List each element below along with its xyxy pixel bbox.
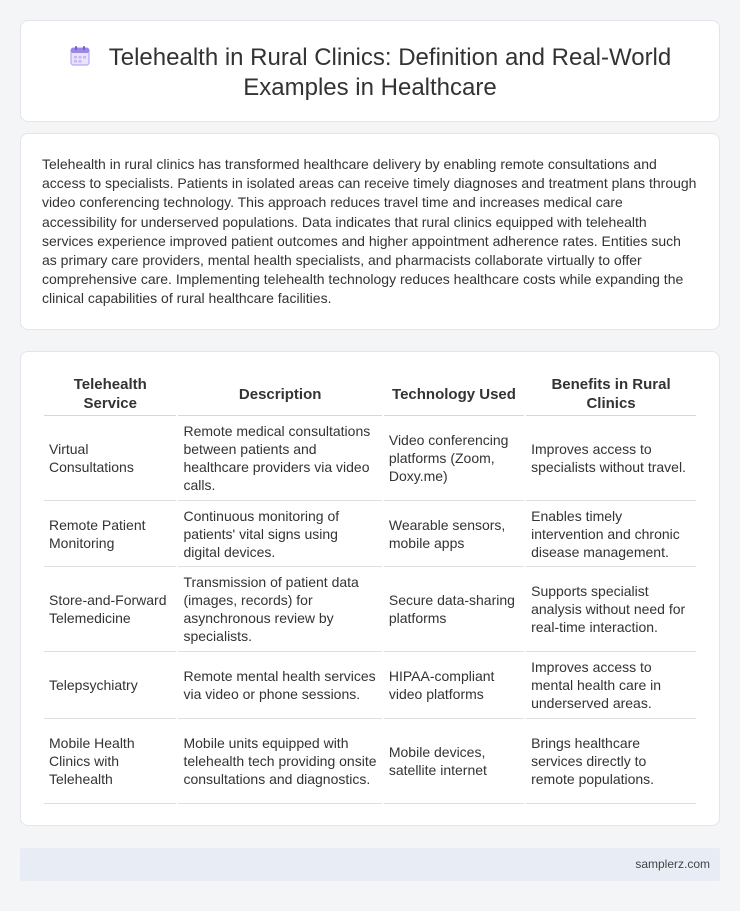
- cell-description: Remote mental health services via video or phone sessions.: [178, 652, 381, 719]
- cell-benefits: Improves access to specialists without travel.: [526, 416, 696, 501]
- cell-description: Transmission of patient data (images, records) for asynchronous review by specialists.: [178, 567, 381, 652]
- cell-benefits: Enables timely intervention and chronic disease management.: [526, 501, 696, 567]
- cell-service: Virtual Consultations: [44, 416, 176, 501]
- cell-benefits: Improves access to mental health care in underserved areas.: [526, 652, 696, 719]
- calendar-icon: [69, 45, 91, 67]
- table-row: [44, 652, 696, 719]
- footer-bar: [20, 848, 720, 881]
- cell-service: Store-and-Forward Telemedicine: [44, 567, 176, 652]
- cell-description: Continuous monitoring of patients' vital signs using digital devices.: [178, 501, 381, 567]
- header-technology: Technology Used: [384, 373, 524, 416]
- cell-technology: Mobile devices, satellite internet: [384, 719, 524, 804]
- footer-site-link[interactable]: samplerz.com: [635, 857, 710, 871]
- cell-description: Mobile units equipped with telehealth tech providing onsite consultations and diagnostics.: [178, 719, 381, 804]
- telehealth-table: [42, 373, 698, 804]
- cell-description: Remote medical consultations between patients and healthcare providers via video calls.: [178, 416, 381, 501]
- cell-technology: Video conferencing platforms (Zoom, Doxy.me): [384, 416, 524, 501]
- cell-technology: Wearable sensors, mobile apps: [384, 501, 524, 567]
- header-service: Telehealth Service: [44, 373, 176, 416]
- cell-technology: Secure data-sharing platforms: [384, 567, 524, 652]
- page-title: Telehealth in Rural Clinics: Definition and Real-World Examples in Healthcare: [108, 44, 672, 101]
- summary-text: Telehealth in rural clinics has transformed healthcare delivery by enabling remote consultations and access to specialists. Patients in isolated areas can receive timely diagnoses and treatment plans through video conferencing technology. This approach reduces travel time and increases medical care accessibility for underserved populations. Data indicates that rural clinics equipped with telehealth services experience improved patient outcomes and higher appointment adherence rates. Entities such as primary care providers, mental health specialists, and pharmacists collaborate virtually to offer comprehensive care. Implementing telehealth technology reduces healthcare costs while expanding the clinical capabilities of rural healthcare facilities.: [42, 156, 697, 307]
- table-card: [20, 351, 720, 826]
- summary-card: [20, 133, 720, 330]
- table-row: [44, 501, 696, 567]
- header-description: Description: [178, 373, 381, 416]
- header-benefits: Benefits in Rural Clinics: [526, 373, 696, 416]
- cell-service: Telepsychiatry: [44, 652, 176, 719]
- cell-benefits: Supports specialist analysis without need for real-time interaction.: [526, 567, 696, 652]
- cell-benefits: Brings healthcare services directly to remote populations.: [526, 719, 696, 804]
- table-row: [44, 567, 696, 652]
- table-row: [44, 719, 696, 804]
- table-header-row: [44, 373, 696, 416]
- page-title-wrap: [21, 43, 719, 103]
- title-card: [20, 20, 720, 122]
- table-row: [44, 416, 696, 501]
- cell-service: Mobile Health Clinics with Telehealth: [44, 719, 176, 804]
- cell-technology: HIPAA-compliant video platforms: [384, 652, 524, 719]
- cell-service: Remote Patient Monitoring: [44, 501, 176, 567]
